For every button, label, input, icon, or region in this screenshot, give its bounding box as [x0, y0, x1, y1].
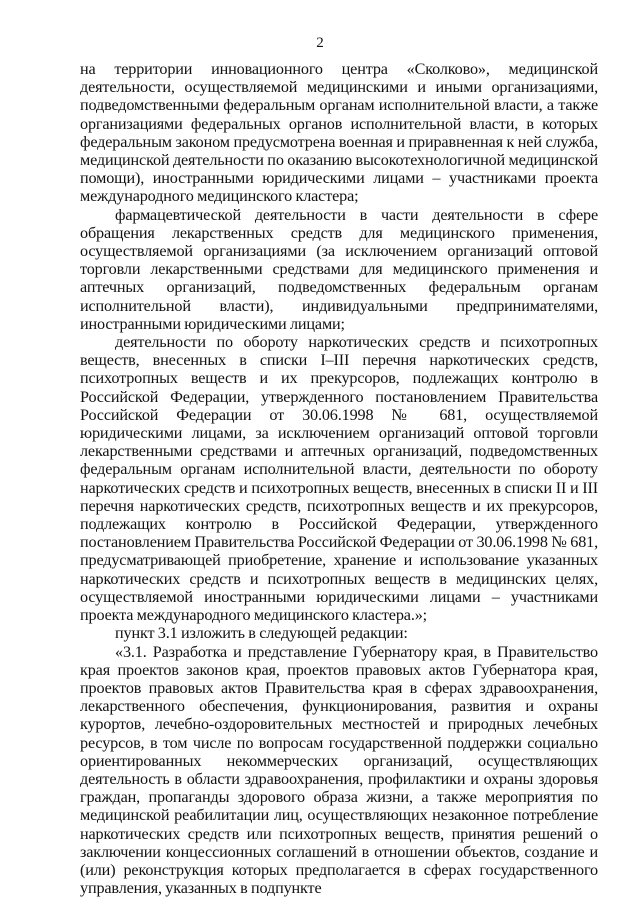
paragraph-narcotics: деятельности по обороту наркотических средств и психотропных веществ, внесенных в списки I–III перечня наркотических средств, психотропных веществ и их прекурсоров, подлежащих контролю в Российской Федерации, утвержденного постановлением Правительства Российской Федерации от 30.06.1998 № 681, осуществляемой юридическими лицами, за исключением организаций оптовой торговли лекарственными средствами и аптечных организаций, подведомственных федеральным органам исполнительной власти, деятельности по обороту наркотических средств и психотропных веществ, внесенных в списки II и III перечня наркотических средств, психотропных веществ и их прекурсоров, подлежащих контролю в Российской Федерации, утвержденного постановлением Правительства Российской Федерации от 30.06.1998 № 681, предусматривающей приобретение, хранение и использование указанных наркотических средств и психотропных веществ в медицинских целях, осуществляемой иностранными юридическими лицами – участниками проекта международного медицинского кластера.»;: [80, 333, 598, 625]
paragraph-pharmaceutical: фармацевтической деятельности в части деятельности в сфере обращения лекарственных средств для медицинского применения, осуществляемой организациями (за исключением организаций оптовой торговли лекарственными средствами для медицинского применения и аптечных организаций, подведомственных федеральным органам исполнительной власти), индивидуальными предпринимателями, иностранными юридическими лицами;: [80, 205, 598, 333]
paragraph-amendment-intro: пункт 3.1 изложить в следующей редакции:: [115, 624, 408, 643]
paragraph-continuation: на территории инновационного центра «Сколково», медицинской деятельности, осуществляемой медицинскими и иными организациями, подведомственными федеральным органам исполнительной власти, а также организациями федеральных органов исполнительной власти, в которых федеральным законом предусмотрена военная и приравненная к ней служба, медицинской деятельности по оказанию высокотехнологичной медицинской помощи), иностранными юридическими лицами – участниками проекта международного медицинского кластера;: [80, 60, 598, 206]
page-number: 2: [316, 35, 324, 51]
document-body: [80, 60, 598, 897]
paragraph-clause-3-1: «3.1. Разработка и представление Губернатору края, в Правительство края проектов законов края, проектов правовых актов Губернатора края, проектов правовых актов Правительства края в сферах здравоохранения, лекарственного обеспечения, функционирования, развития и охраны курортов, лечебно-оздоровительных местностей и природных лечебных ресурсов, в том числе по вопросам государственной поддержки социально ориентированных некоммерческих организаций, осуществляющих деятельность в области здравоохранения, профилактики и охраны здоровья граждан, пропаганды здорового образа жизни, а также мероприятия по медицинской реабилитации лиц, осуществляющих незаконное потребление наркотических средств или психотропных веществ, принятия решений о заключении концессионных соглашений в отношении объектов, создание и (или) реконструкция которых предполагается в сферах государственного управления, указанных в подпункте: [80, 642, 598, 898]
